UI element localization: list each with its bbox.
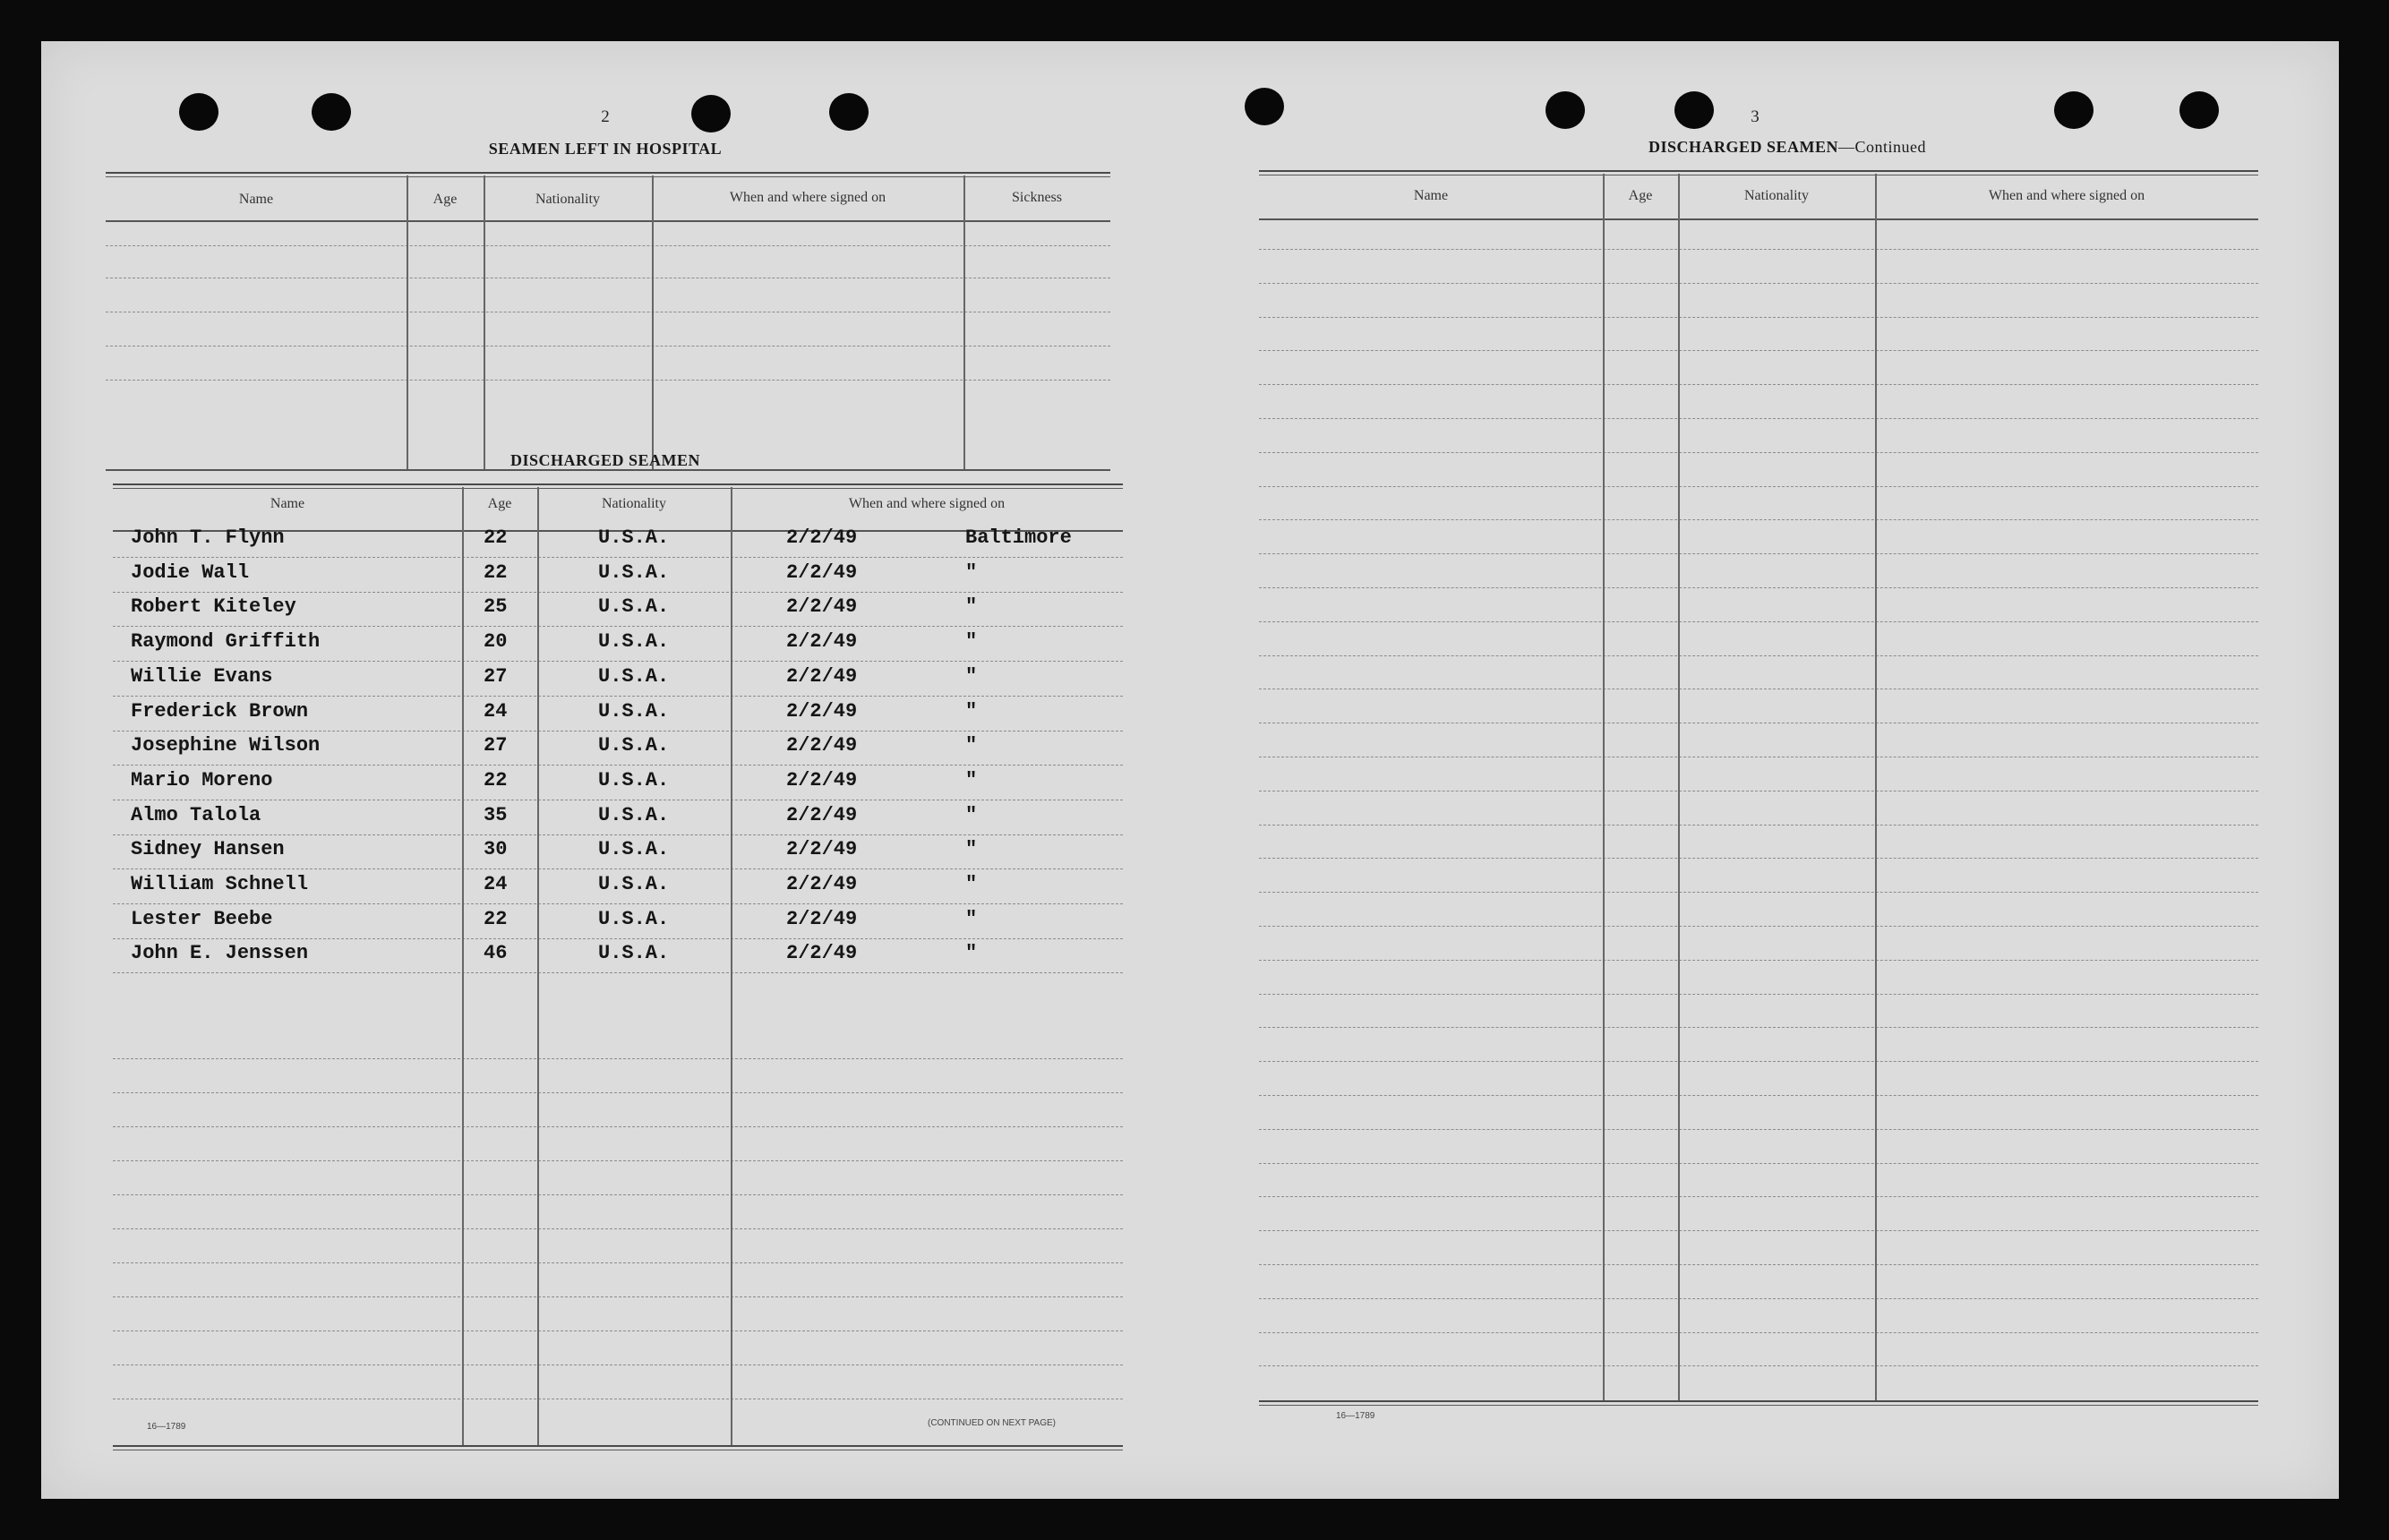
seaman-nationality: U.S.A.	[598, 804, 670, 826]
seaman-name: John E. Jenssen	[131, 942, 309, 964]
signed-on-date: 2/2/49	[786, 908, 858, 930]
row-rule	[113, 557, 1123, 558]
row-rule	[113, 972, 1123, 973]
row-rule	[1259, 350, 2258, 351]
header-sickness: Sickness	[1012, 190, 1062, 205]
row-rule	[113, 834, 1123, 835]
signed-on-date: 2/2/49	[786, 942, 858, 964]
seaman-age: 22	[484, 561, 508, 584]
row-rule	[1259, 587, 2258, 588]
header-age: Age	[432, 192, 458, 207]
discharged-section-title: DISCHARGED SEAMEN	[509, 451, 701, 469]
row-rule	[1259, 1298, 2258, 1299]
signed-on-place: "	[965, 734, 978, 757]
row-rule	[1259, 519, 2258, 520]
row-rule	[1259, 1264, 2258, 1265]
page-number: 3	[1751, 107, 1760, 126]
seaman-name: Raymond Griffith	[131, 630, 321, 653]
header-name: Name	[1413, 188, 1449, 203]
row-rule	[113, 903, 1123, 904]
row-rule	[113, 696, 1123, 697]
signed-on-date: 2/2/49	[786, 526, 858, 549]
left-page	[41, 41, 1169, 1499]
seaman-age: 20	[484, 630, 508, 653]
hospital-table	[106, 172, 1110, 471]
row-rule	[1259, 960, 2258, 961]
header-age: Age	[1628, 188, 1653, 203]
header-age: Age	[487, 496, 512, 511]
seaman-nationality: U.S.A.	[598, 873, 670, 895]
seaman-age: 22	[484, 908, 508, 930]
row-rule	[113, 592, 1123, 593]
seaman-age: 22	[484, 769, 508, 791]
header-when-where: When and where signed on	[848, 496, 1006, 511]
seaman-nationality: U.S.A.	[598, 908, 670, 930]
row-rule	[1259, 858, 2258, 859]
signed-on-date: 2/2/49	[786, 630, 858, 653]
row-rule	[1259, 553, 2258, 554]
row-rule	[113, 765, 1123, 766]
seaman-nationality: U.S.A.	[598, 769, 670, 791]
document-sheet	[41, 41, 2339, 1499]
seaman-name: Sidney Hansen	[131, 838, 285, 860]
signed-on-place: Baltimore	[965, 526, 1072, 549]
seaman-name: Lester Beebe	[131, 908, 273, 930]
signed-on-date: 2/2/49	[786, 561, 858, 584]
seaman-age: 22	[484, 526, 508, 549]
title-continued: —Continued	[1838, 138, 1927, 156]
signed-on-place: "	[965, 804, 978, 826]
signed-on-place: "	[965, 873, 978, 895]
row-rule	[1259, 994, 2258, 995]
seaman-nationality: U.S.A.	[598, 838, 670, 860]
header-when-where: When and where signed on	[1988, 188, 2145, 203]
signed-on-place: "	[965, 908, 978, 930]
signed-on-place: "	[965, 595, 978, 618]
header-nationality: Nationality	[1744, 188, 1809, 203]
seaman-name: Frederick Brown	[131, 700, 309, 723]
signed-on-date: 2/2/49	[786, 769, 858, 791]
header-nationality: Nationality	[602, 496, 666, 511]
row-rule	[1259, 1163, 2258, 1164]
row-rule	[1259, 1230, 2258, 1231]
signed-on-place: "	[965, 942, 978, 964]
row-rule	[1259, 1095, 2258, 1096]
form-number: 16—1789	[1336, 1411, 1375, 1421]
seaman-name: Robert Kiteley	[131, 595, 296, 618]
signed-on-place: "	[965, 665, 978, 688]
row-rule	[1259, 926, 2258, 927]
right-page	[1205, 41, 2339, 1499]
page-number: 2	[601, 107, 610, 126]
row-rule	[1259, 892, 2258, 893]
seaman-nationality: U.S.A.	[598, 630, 670, 653]
header-nationality: Nationality	[535, 192, 600, 207]
seaman-age: 27	[484, 734, 508, 757]
seaman-nationality: U.S.A.	[598, 734, 670, 757]
row-rule	[1259, 621, 2258, 622]
header-name: Name	[238, 192, 274, 207]
seaman-name: Jodie Wall	[131, 561, 250, 584]
seaman-nationality: U.S.A.	[598, 665, 670, 688]
seaman-age: 24	[484, 873, 508, 895]
seaman-age: 27	[484, 665, 508, 688]
row-rule	[1259, 452, 2258, 453]
signed-on-date: 2/2/49	[786, 873, 858, 895]
row-rule	[1259, 1027, 2258, 1028]
seaman-nationality: U.S.A.	[598, 561, 670, 584]
signed-on-date: 2/2/49	[786, 804, 858, 826]
title-bold: DISCHARGED SEAMEN	[1648, 138, 1839, 156]
signed-on-place: "	[965, 838, 978, 860]
signed-on-date: 2/2/49	[786, 700, 858, 723]
row-rule	[1259, 825, 2258, 826]
header-name: Name	[270, 496, 305, 511]
row-rule	[1259, 1129, 2258, 1130]
signed-on-place: "	[965, 700, 978, 723]
seaman-name: William Schnell	[131, 873, 309, 895]
signed-on-date: 2/2/49	[786, 838, 858, 860]
seaman-nationality: U.S.A.	[598, 595, 670, 618]
continued-note: (CONTINUED ON NEXT PAGE)	[928, 1418, 1056, 1428]
seaman-name: Almo Talola	[131, 804, 261, 826]
seaman-nationality: U.S.A.	[598, 700, 670, 723]
row-rule	[1259, 418, 2258, 419]
row-rule	[1259, 384, 2258, 385]
signed-on-place: "	[965, 769, 978, 791]
row-rule	[113, 868, 1123, 869]
hospital-section-title: SEAMEN LEFT IN HOSPITAL	[488, 140, 723, 158]
row-rule	[1259, 1332, 2258, 1333]
discharged-continued-title	[1563, 138, 2011, 157]
row-rule	[1259, 283, 2258, 284]
discharged-table	[113, 483, 1123, 1447]
signed-on-date: 2/2/49	[786, 665, 858, 688]
row-rule	[1259, 1061, 2258, 1062]
row-rule	[1259, 486, 2258, 487]
row-rule	[113, 731, 1123, 732]
seaman-name: Willie Evans	[131, 665, 273, 688]
seaman-nationality: U.S.A.	[598, 526, 670, 549]
row-rule	[1259, 655, 2258, 656]
seaman-age: 35	[484, 804, 508, 826]
row-rule	[1259, 1196, 2258, 1197]
row-rule	[113, 938, 1123, 939]
seaman-name: John T. Flynn	[131, 526, 285, 549]
seaman-age: 46	[484, 942, 508, 964]
signed-on-place: "	[965, 561, 978, 584]
signed-on-date: 2/2/49	[786, 595, 858, 618]
seaman-nationality: U.S.A.	[598, 942, 670, 964]
seaman-age: 30	[484, 838, 508, 860]
row-rule	[1259, 317, 2258, 318]
header-when-where: When and where signed on	[729, 190, 886, 205]
discharged-continued-table	[1259, 170, 2258, 1402]
form-number: 16—1789	[147, 1422, 186, 1432]
row-rule	[1259, 1365, 2258, 1366]
signed-on-date: 2/2/49	[786, 734, 858, 757]
seaman-age: 25	[484, 595, 508, 618]
row-rule	[113, 661, 1123, 662]
seaman-name: Josephine Wilson	[131, 734, 321, 757]
row-rule	[113, 626, 1123, 627]
seaman-name: Mario Moreno	[131, 769, 273, 791]
row-rule	[1259, 249, 2258, 250]
signed-on-place: "	[965, 630, 978, 653]
seaman-age: 24	[484, 700, 508, 723]
